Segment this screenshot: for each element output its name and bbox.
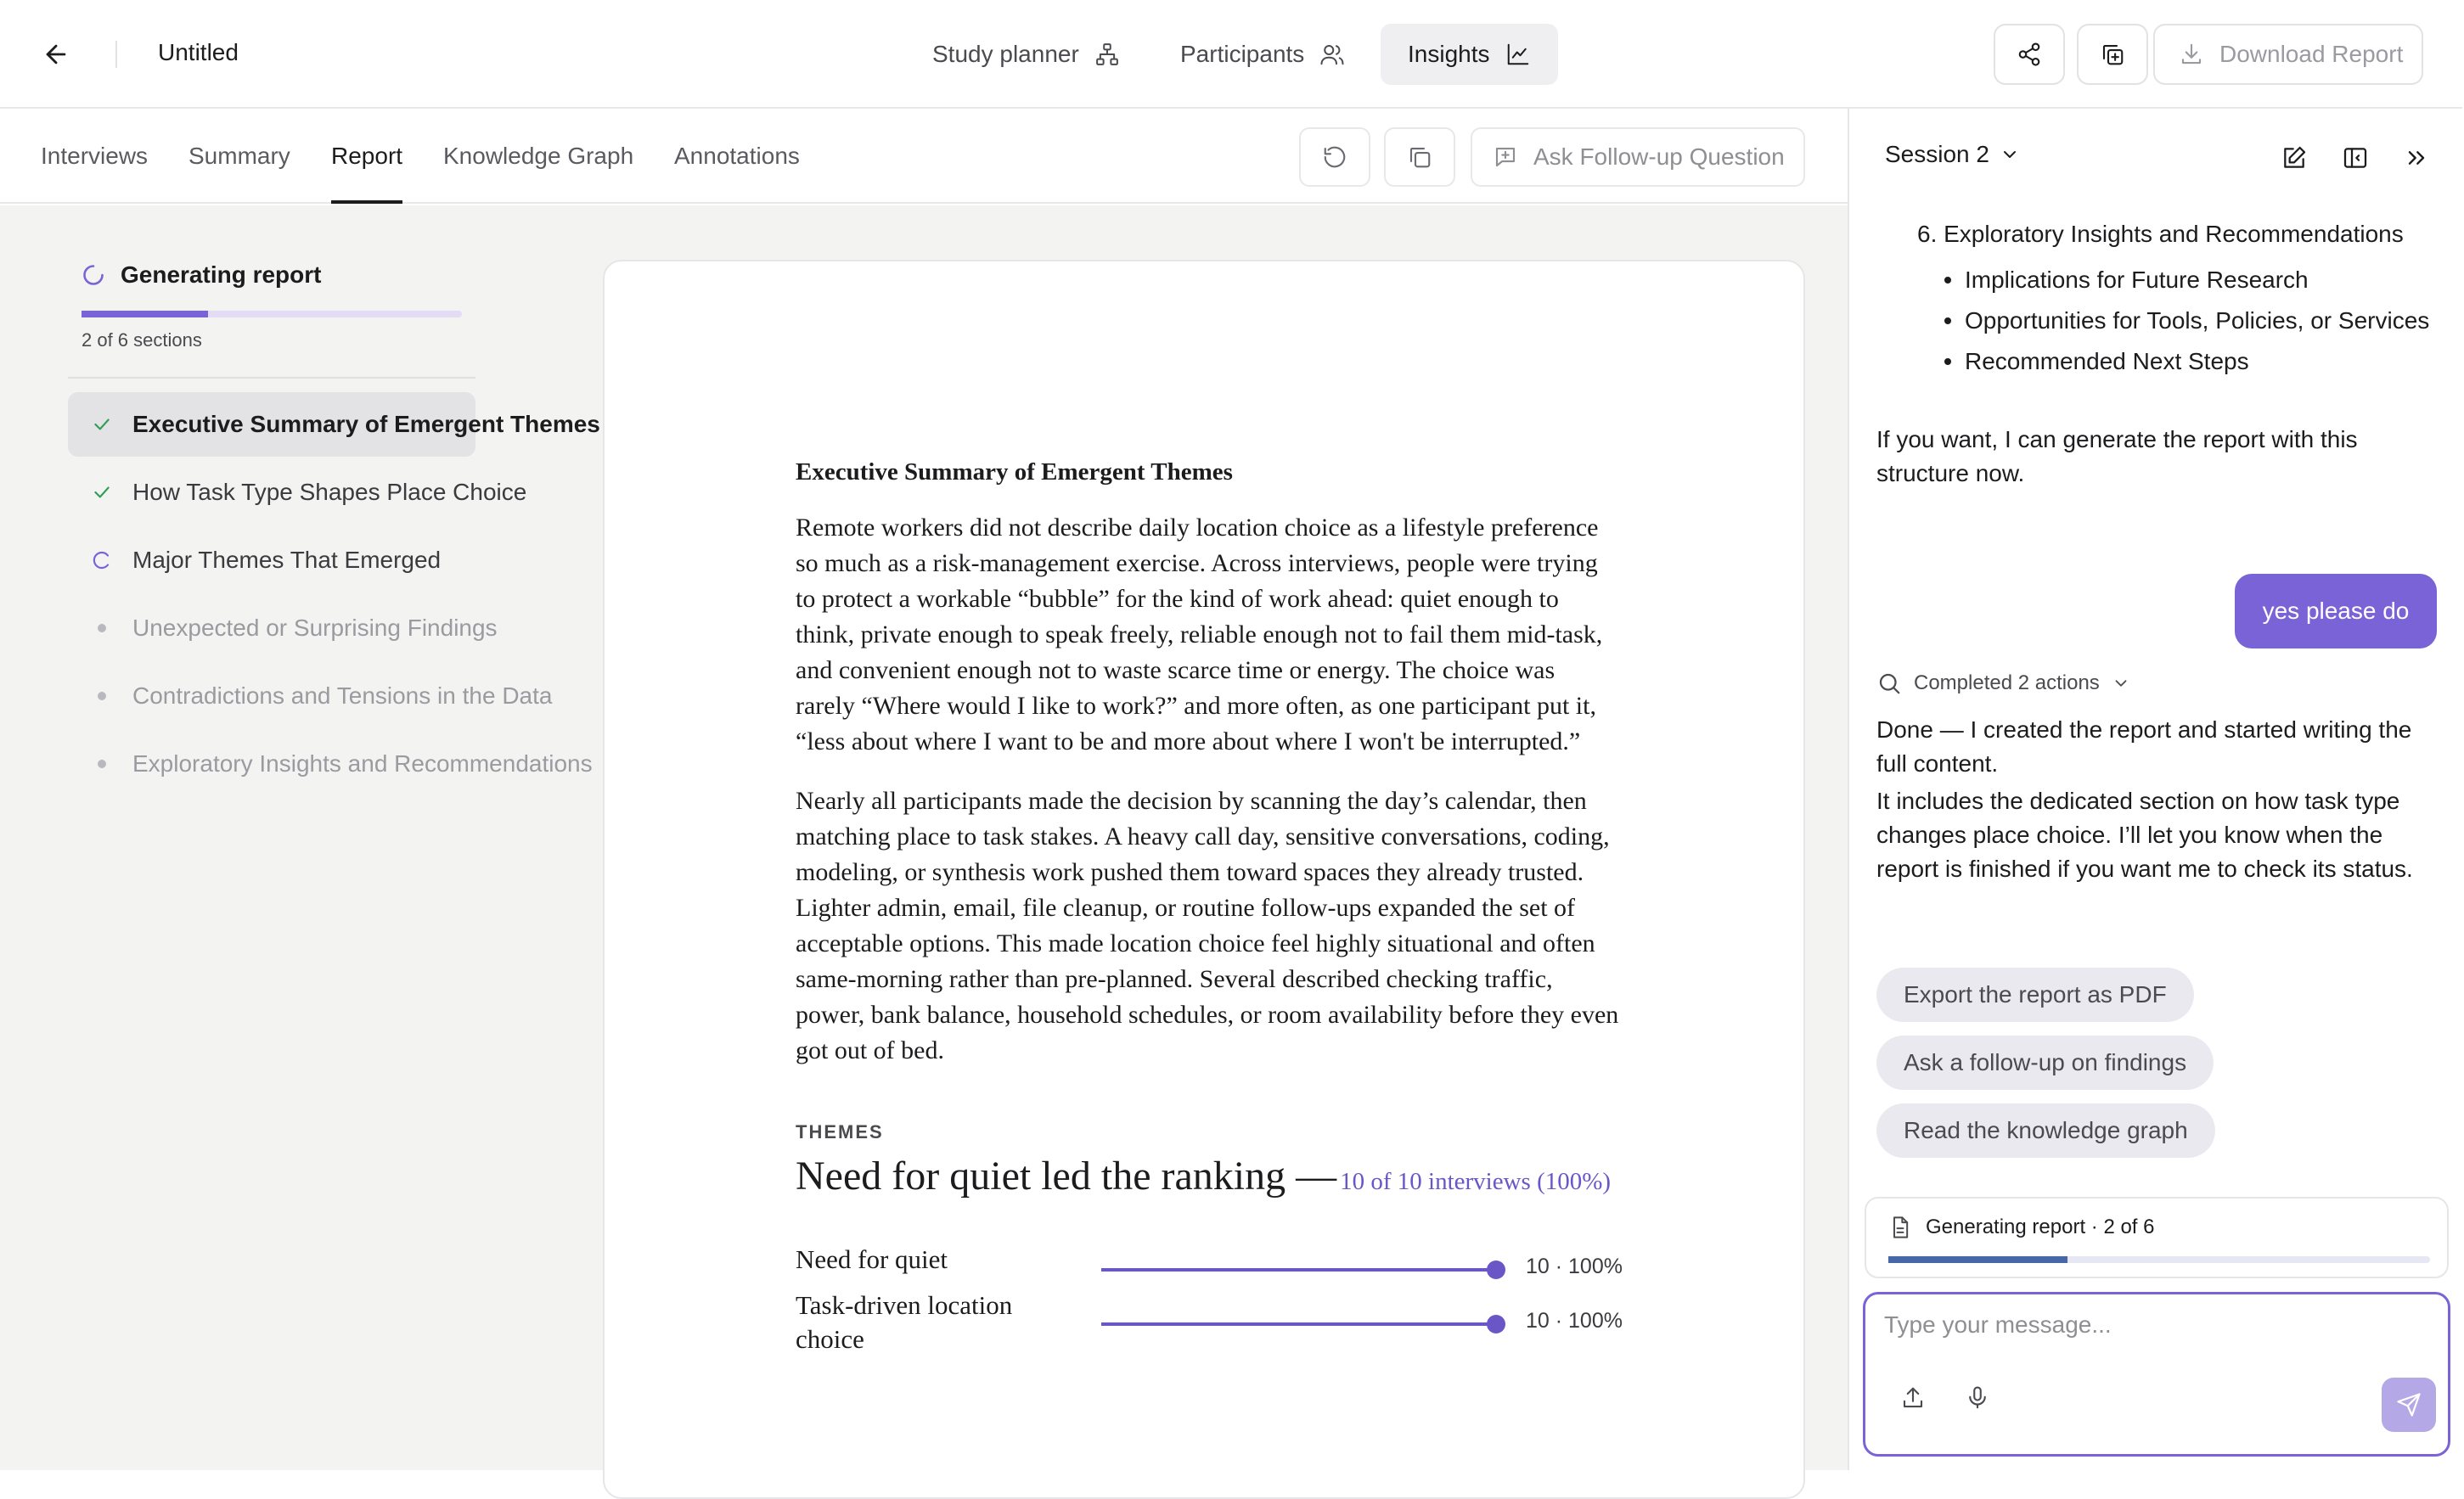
- paragraph: Remote workers did not describe daily location choice as a lifestyle preference so much as a risk-management exercise. Across interviews, people were trying to protect a workable “bubble” for the kind of work ahead: quiet enough to think, private enough to speak freely, reliable enough not to fail them mid-task, and convenient enough not to waste scarce time or energy. The choice was rarely “Where would I like to work?” and more often, as one participant put it, “less about where I want to be and more about where I won't be interrupted.”: [796, 514, 1603, 755]
- nav-study-planner[interactable]: [905, 24, 1147, 85]
- theme-count: 10 of 10 interviews (100%): [1340, 1168, 1612, 1195]
- assistant-message: It includes the dedicated section on how task type changes place choice. I’ll let you know when the report is finished if you want me to check its status.: [1876, 788, 2413, 882]
- collapse-icon[interactable]: [2399, 141, 2433, 175]
- copy-button[interactable]: [1384, 127, 1455, 187]
- duplicate-icon: [2100, 42, 2125, 67]
- sitemap-icon: [1094, 42, 1120, 67]
- nav-label: Participants: [1180, 41, 1305, 67]
- assistant-message: Done — I created the report and started writing the full content.: [1876, 716, 2412, 777]
- outline-item[interactable]: [68, 460, 527, 525]
- outline-item[interactable]: [68, 664, 553, 728]
- bar-label: Need for quiet: [796, 1244, 948, 1274]
- status-progress-bar: [1888, 1256, 2430, 1263]
- bar-track: [1101, 1268, 1496, 1272]
- bar-value: 10 · 100%: [1526, 1255, 1623, 1278]
- themes-label: THEMES: [796, 1121, 884, 1142]
- document-icon: [1888, 1215, 1912, 1239]
- outline-item[interactable]: [68, 732, 593, 796]
- back-arrow-icon[interactable]: [37, 36, 75, 73]
- theme-heading: Need for quiet led the ranking —: [796, 1154, 1337, 1199]
- chat-panel: [1848, 109, 2462, 1470]
- session-selector[interactable]: [1885, 141, 2020, 168]
- check-icon: [88, 411, 115, 438]
- search-icon: [1876, 671, 1902, 696]
- regenerate-button[interactable]: [1299, 127, 1370, 187]
- outline-label: How Task Type Shapes Place Choice: [132, 479, 527, 505]
- chevron-down-icon: [2000, 144, 2020, 165]
- paragraph: Nearly all participants made the decision by scanning the day’s calendar, then matching place to task stakes. A heavy call day, sensitive conversations, coding, modeling, or synthesis work pushed them toward spaces they already trusted. Lighter admin, email, file cleanup, or routine follow-ups expanded the set of acceptable options. This made location choice feel highly situational and often same-morning rather than pre-planned. Several described checking traffic, power, bank balance, household schedules, or room availability before they even got out of bed.: [796, 787, 1619, 1064]
- line-chart-icon: [1505, 42, 1531, 67]
- report-page: [603, 260, 1805, 1499]
- outline-item[interactable]: [68, 596, 498, 660]
- message-input[interactable]: [1884, 1311, 2427, 1362]
- actions-summary[interactable]: [1876, 671, 2130, 696]
- report-status-card[interactable]: [1865, 1197, 2449, 1278]
- upload-icon[interactable]: [1894, 1379, 1932, 1417]
- copy-icon: [1407, 144, 1432, 170]
- chat-thread: [1849, 204, 2464, 1299]
- duplicate-button[interactable]: [2077, 24, 2148, 85]
- bar-track: [1101, 1322, 1496, 1326]
- bar-knob: [1487, 1315, 1505, 1333]
- message-composer: [1863, 1292, 2450, 1457]
- outline-list: [68, 392, 600, 800]
- status-card-label: Generating report · 2 of 6: [1926, 1215, 2155, 1238]
- tab-annotations[interactable]: Annotations: [674, 143, 800, 169]
- users-icon: [1319, 42, 1345, 67]
- outline-label: Contradictions and Tensions in the Data: [132, 682, 553, 709]
- outline-label: Major Themes That Emerged: [132, 547, 442, 573]
- refresh-icon: [1322, 144, 1347, 170]
- outline-label: Exploratory Insights and Recommendations: [132, 750, 593, 777]
- spinner-icon: [88, 547, 115, 574]
- tab-knowledge-graph[interactable]: Knowledge Graph: [443, 143, 634, 169]
- actions-label: Completed 2 actions: [1914, 671, 2100, 694]
- suggestion-chip[interactable]: Export the report as PDF: [1876, 968, 2194, 1022]
- bar-label: Task-driven location choice: [796, 1290, 1013, 1354]
- generating-status: [82, 261, 321, 289]
- bullet-item: Implications for Future Research: [1944, 263, 2437, 297]
- section-tab-bar: [0, 109, 1848, 204]
- microphone-icon[interactable]: [1959, 1379, 1996, 1417]
- nav-label: Study planner: [932, 41, 1079, 67]
- check-icon: [88, 479, 115, 506]
- outline-item[interactable]: [68, 392, 600, 457]
- message-plus-icon: [1493, 144, 1518, 170]
- top-bar: [0, 0, 2462, 109]
- bar-knob: [1487, 1260, 1505, 1279]
- pending-dot-icon: [88, 615, 115, 642]
- pending-dot-icon: [88, 682, 115, 710]
- tab-summary[interactable]: Summary: [188, 143, 290, 169]
- panel-toggle-icon[interactable]: [2338, 141, 2372, 175]
- session-label: Session 2: [1885, 141, 1989, 167]
- bar-value: 10 · 100%: [1526, 1309, 1623, 1333]
- bar-row: [796, 1288, 1645, 1354]
- progress-fill: [82, 311, 208, 317]
- theme-title: [796, 1152, 1619, 1210]
- download-icon: [2179, 42, 2204, 67]
- suggestion-chip[interactable]: Ask a follow-up on findings: [1876, 1036, 2214, 1090]
- outline-item[interactable]: [68, 528, 475, 592]
- status-progress-fill: [1888, 1256, 2067, 1263]
- nav-label: Insights: [1408, 41, 1490, 67]
- follow-up-label: Ask Follow-up Question: [1533, 143, 1785, 170]
- send-button[interactable]: [2382, 1378, 2436, 1432]
- divider: [68, 377, 475, 379]
- edit-icon[interactable]: [2277, 141, 2311, 175]
- nav-insights[interactable]: [1381, 24, 1558, 85]
- document-title[interactable]: Untitled: [158, 39, 239, 65]
- divider: [115, 41, 117, 68]
- bar-fill: [1101, 1268, 1496, 1272]
- section-count: 2 of 6 sections: [82, 329, 202, 351]
- outline-label: Unexpected or Surprising Findings: [132, 615, 498, 641]
- ask-follow-up-button[interactable]: [1471, 127, 1805, 187]
- outline-label: Executive Summary of Emergent Themes: [132, 411, 600, 437]
- share-button[interactable]: [1994, 24, 2065, 85]
- nav-participants[interactable]: [1153, 24, 1372, 85]
- bar-row: [796, 1243, 1645, 1290]
- chevron-down-icon: [2112, 674, 2130, 693]
- download-label: Download Report: [2219, 41, 2404, 67]
- bullet-item: Opportunities for Tools, Policies, or Services: [1944, 304, 2437, 338]
- section-heading: Executive Summary of Emergent Themes: [796, 458, 1233, 486]
- theme-bar-chart: [796, 1243, 1623, 1361]
- download-report-button[interactable]: [2153, 24, 2423, 85]
- tab-report[interactable]: Report: [331, 109, 402, 204]
- outline-bullets: [1944, 263, 2437, 385]
- report-content: [796, 458, 1623, 1361]
- progress-bar: [82, 311, 462, 317]
- share-icon: [2017, 42, 2042, 67]
- generating-title: Generating report: [121, 261, 322, 288]
- user-message: yes please do: [2235, 574, 2437, 648]
- pending-dot-icon: [88, 750, 115, 778]
- assistant-message: If you want, I can generate the report with this structure now.: [1876, 426, 2358, 486]
- send-icon: [2396, 1392, 2422, 1418]
- bar-fill: [1101, 1322, 1496, 1326]
- outline-heading: 6. Exploratory Insights and Recommendations: [1917, 221, 2404, 247]
- tab-interviews[interactable]: Interviews: [41, 143, 149, 169]
- bullet-item: Recommended Next Steps: [1944, 345, 2437, 379]
- spinner-icon: [82, 263, 105, 287]
- suggestion-chip[interactable]: Read the knowledge graph: [1876, 1103, 2215, 1158]
